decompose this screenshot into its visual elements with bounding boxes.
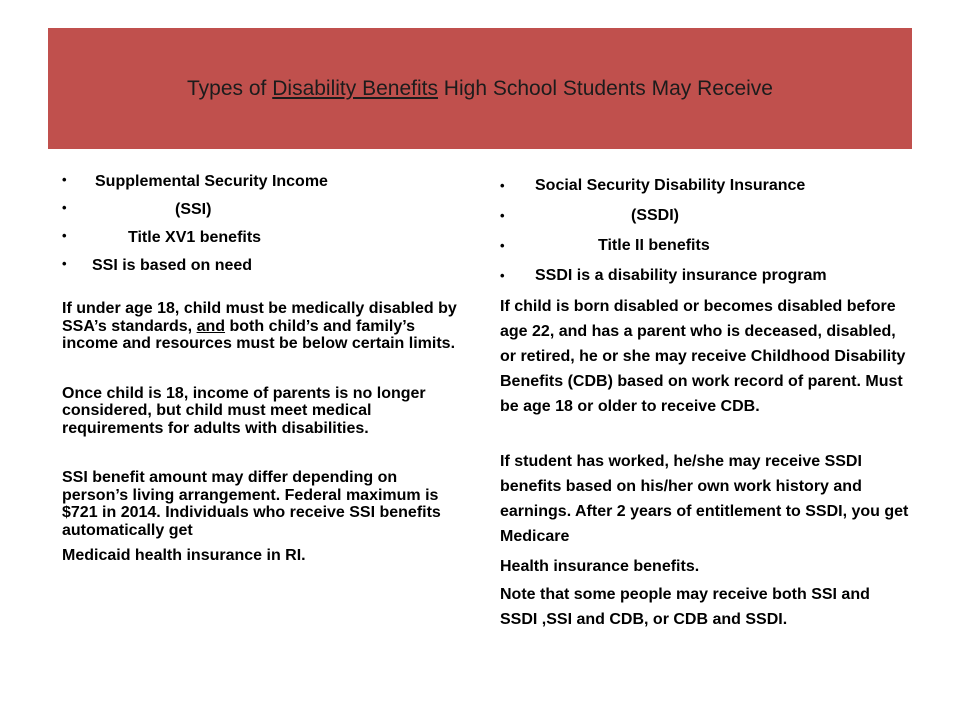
title-text-after: High School Students May Receive: [437, 76, 773, 100]
bullet-label: SSDI is a disability insurance program: [535, 267, 827, 284]
bullet-icon: •: [62, 172, 67, 187]
bullet-label: Supplemental Security Income: [95, 173, 328, 190]
ssi-amount-paragraph: SSI benefit amount may differ depending on person’s living arrangement. Federal maximum is $721 in 2014. Individuals who receive SSI benefits automatically get: [62, 469, 441, 539]
bullet-label: Social Security Disability Insurance: [535, 177, 806, 194]
slide-title: [187, 77, 773, 101]
bullet-label: (SSDI): [631, 207, 679, 224]
list-item: [62, 254, 464, 282]
bullet-label: Title II benefits: [598, 237, 710, 254]
ssdi-work-paragraph: If student has worked, he/she may receive SSDI benefits based on his/her own work history and earnings. After 2 years of entitlement to SSDI, you get Medicare: [500, 453, 909, 545]
ssi-medicaid-paragraph: Medicaid health insurance in RI.: [62, 547, 306, 564]
bullet-icon: •: [500, 268, 505, 283]
para-text: If under age 18, child must be medically disabled by SSA’s standards,: [62, 300, 457, 335]
list-item: [500, 176, 910, 206]
bullet-label: Title XV1 benefits: [128, 229, 262, 246]
ssi-age-paragraph: Once child is 18, income of parents is no longer considered, but child must meet medical requirements for adults with disabilities.: [62, 384, 426, 437]
list-item: [500, 206, 910, 236]
list-item: [500, 236, 910, 266]
bullet-icon: •: [500, 208, 505, 223]
ssi-bullet-list: [62, 170, 464, 282]
ssi-eligibility-paragraph: [62, 300, 464, 353]
ssdi-note-paragraph: Note that some people may receive both SSI and SSDI ,SSI and CDB, or CDB and SSDI.: [500, 586, 870, 628]
bullet-icon: •: [62, 228, 67, 243]
ssdi-cdb-paragraph: If child is born disabled or becomes disabled before age 22, and has a parent who is deceased, disabled, or retired, he or she may receive Childhood Disability Benefits (CDB) based on work record of parent. Must be age 18 or older to receive CDB.: [500, 298, 906, 415]
title-banner: [48, 28, 912, 149]
para-text: both child’s and family’s income and resources must be below certain limits.: [62, 317, 456, 352]
bullet-icon: •: [500, 238, 505, 253]
title-text-before: Types of: [187, 76, 273, 100]
ssi-column: [62, 170, 464, 565]
bullet-icon: •: [62, 256, 67, 271]
list-item: [500, 266, 910, 296]
bullet-label: SSI is based on need: [92, 257, 253, 274]
list-item: [62, 198, 464, 226]
list-item: [62, 226, 464, 254]
ssdi-bullet-list: [500, 176, 910, 296]
ssdi-column: [500, 176, 910, 632]
bullet-label: (SSI): [175, 201, 212, 218]
list-item: [62, 170, 464, 198]
bullet-icon: •: [62, 200, 67, 215]
bullet-icon: •: [500, 178, 505, 193]
title-underlined-text: Disability Benefits: [272, 76, 438, 100]
ssdi-medicare-paragraph: Health insurance benefits.: [500, 558, 700, 575]
para-underlined-text: and: [196, 317, 226, 335]
